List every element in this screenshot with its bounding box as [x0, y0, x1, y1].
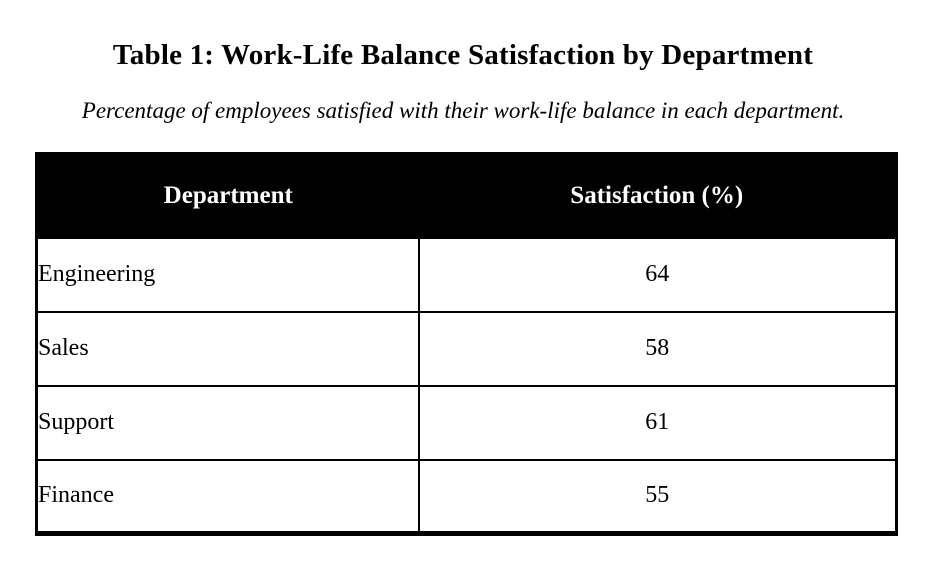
table-title: Table 1: Work-Life Balance Satisfaction by Department: [112, 39, 814, 71]
table-row: [37, 312, 897, 386]
satisfaction-table: [35, 152, 898, 536]
table-row: [37, 460, 897, 534]
column-header-department: Department: [37, 154, 419, 238]
department-cell: Support: [37, 386, 419, 460]
satisfaction-cell: 64: [419, 238, 897, 312]
header-row: [37, 154, 897, 238]
table-row: [37, 386, 897, 460]
satisfaction-cell: 58: [419, 312, 897, 386]
table-row: [37, 238, 897, 312]
table-caption: Percentage of employees satisfied with their work-life balance in each department.: [81, 98, 845, 123]
satisfaction-cell: 55: [419, 460, 897, 534]
table-header: [37, 154, 897, 238]
table-body: [37, 238, 897, 534]
department-cell: Sales: [37, 312, 419, 386]
department-cell: Engineering: [37, 238, 419, 312]
column-header-satisfaction: Satisfaction (%): [419, 154, 897, 238]
department-cell: Finance: [37, 460, 419, 534]
satisfaction-cell: 61: [419, 386, 897, 460]
